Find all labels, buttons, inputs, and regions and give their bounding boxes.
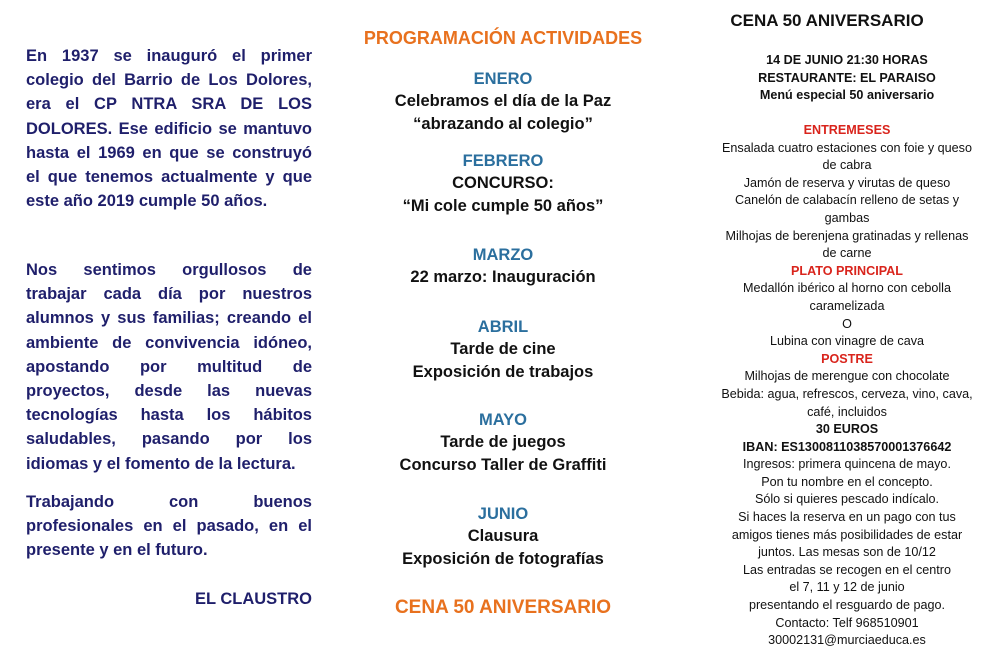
menu-line: de carne bbox=[822, 246, 872, 261]
activity-line: CONCURSO: bbox=[452, 174, 554, 192]
dinner-title: CENA 50 ANIVERSARIO bbox=[730, 11, 924, 30]
menu-line: Canelón de calabacín relleno de setas y bbox=[734, 193, 960, 208]
activity-line: Exposición de fotografías bbox=[402, 550, 604, 568]
month-block-marzo bbox=[330, 244, 676, 289]
activity-line: 22 marzo: Inauguración bbox=[410, 268, 596, 286]
month-name: FEBRERO bbox=[462, 152, 544, 170]
price: 30 EUROS bbox=[815, 422, 879, 437]
info-line: Las entradas se recogen en el centro bbox=[743, 562, 951, 577]
menu-line: Jamón de reserva y virutas de queso bbox=[743, 175, 951, 190]
dinner-restaurant: RESTAURANTE: EL PARAISO bbox=[758, 70, 936, 85]
menu-line: Milhojas de merengue con chocolate bbox=[744, 369, 950, 384]
history-paragraph: En 1937 se inauguró el primer colegio del Barrio de Los Dolores, era el CP NTRA SRA DE LOS DOLORES. Ese edificio se mantuvo hasta el 1969 en que se construyó el que tenemos actualmente y que este año 2019 cumple 50 años. bbox=[26, 47, 312, 211]
menu-block bbox=[712, 122, 982, 650]
month-block-junio bbox=[330, 503, 676, 571]
month-name: JUNIO bbox=[477, 505, 529, 523]
month-block-mayo bbox=[330, 409, 676, 477]
month-name: MAYO bbox=[479, 411, 527, 429]
menu-line: café, incluidos bbox=[807, 404, 887, 419]
info-line: presentando el resguardo de pago. bbox=[748, 598, 946, 613]
contact-phone: Contacto: Telf 968510901 bbox=[775, 615, 919, 630]
activity-line: Clausura bbox=[467, 527, 539, 545]
month-name: MARZO bbox=[472, 246, 534, 264]
activity-line: Celebramos el día de la Paz bbox=[394, 92, 612, 110]
menu-line: de cabra bbox=[822, 158, 872, 173]
menu-line: gambas bbox=[824, 210, 870, 225]
info-line: amigos tienes más posibilidades de estar bbox=[731, 527, 963, 542]
month-block-abril bbox=[330, 316, 676, 384]
main-course-heading: PLATO PRINCIPAL bbox=[791, 263, 903, 278]
activity-line: Tarde de juegos bbox=[440, 433, 566, 451]
menu-line: Lubina con vinagre de cava bbox=[769, 334, 925, 349]
activity-line: “Mi cole cumple 50 años” bbox=[402, 197, 604, 215]
activity-line: Concurso Taller de Graffiti bbox=[399, 456, 607, 474]
dinner-footer-title: CENA 50 ANIVERSARIO bbox=[394, 597, 612, 618]
activity-line: Tarde de cine bbox=[450, 340, 556, 358]
activity-line: “abrazando al colegio” bbox=[413, 115, 593, 133]
signature: EL CLAUSTRO bbox=[194, 590, 312, 608]
dinner-header bbox=[712, 52, 982, 105]
info-line: Sólo si quieres pescado indícalo. bbox=[754, 492, 940, 507]
menu-line: Milhojas de berenjena gratinadas y rellenas bbox=[725, 228, 969, 243]
dinner-date: 14 DE JUNIO 21:30 HORAS bbox=[766, 53, 928, 67]
iban: IBAN: ES1300811038570001376642 bbox=[742, 439, 952, 454]
info-line: el 7, 11 y 12 de junio bbox=[789, 580, 905, 595]
info-line: juntos. Las mesas son de 10/12 bbox=[758, 545, 936, 560]
menu-line: O bbox=[842, 316, 852, 331]
menu-line: Ensalada cuatro estaciones con foie y queso bbox=[722, 140, 972, 155]
menu-line: Bebida: agua, refrescos, cerveza, vino, cava, bbox=[721, 386, 973, 401]
info-line: Ingresos: primera quincena de mayo. bbox=[743, 457, 951, 472]
month-name: ENERO bbox=[473, 70, 533, 88]
contact-email: 30002131@murciaeduca.es bbox=[768, 633, 926, 648]
dinner-menu-label: Menú especial 50 aniversario bbox=[759, 88, 935, 103]
info-line: Si haces la reserva en un pago con tus bbox=[738, 510, 956, 525]
menu-line: Medallón ibérico al horno con cebolla bbox=[743, 281, 951, 296]
month-block-enero bbox=[330, 68, 676, 136]
info-line: Pon tu nombre en el concepto. bbox=[761, 474, 933, 489]
closing-paragraph: Trabajando con buenos profesionales en el pasado, en el presente y en el futuro. bbox=[26, 493, 312, 560]
dessert-heading: POSTRE bbox=[821, 351, 873, 366]
month-block-febrero bbox=[330, 150, 676, 218]
activity-line: Exposición de trabajos bbox=[412, 363, 594, 381]
mission-paragraph: Nos sentimos orgullosos de trabajar cada día por nuestros alumnos y sus familias; creando el ambiente de convivencia idóneo, apostando por multitud de proyectos, desde las nuevas tecnologías hasta los hábitos saludables, pasando por los idiomas y el fomento de la lectura. bbox=[26, 261, 312, 473]
activities-title: PROGRAMACIÓN ACTIVIDADES bbox=[363, 28, 643, 48]
menu-line: caramelizada bbox=[809, 298, 885, 313]
month-name: ABRIL bbox=[477, 318, 529, 336]
starters-heading: ENTREMESES bbox=[803, 123, 891, 137]
